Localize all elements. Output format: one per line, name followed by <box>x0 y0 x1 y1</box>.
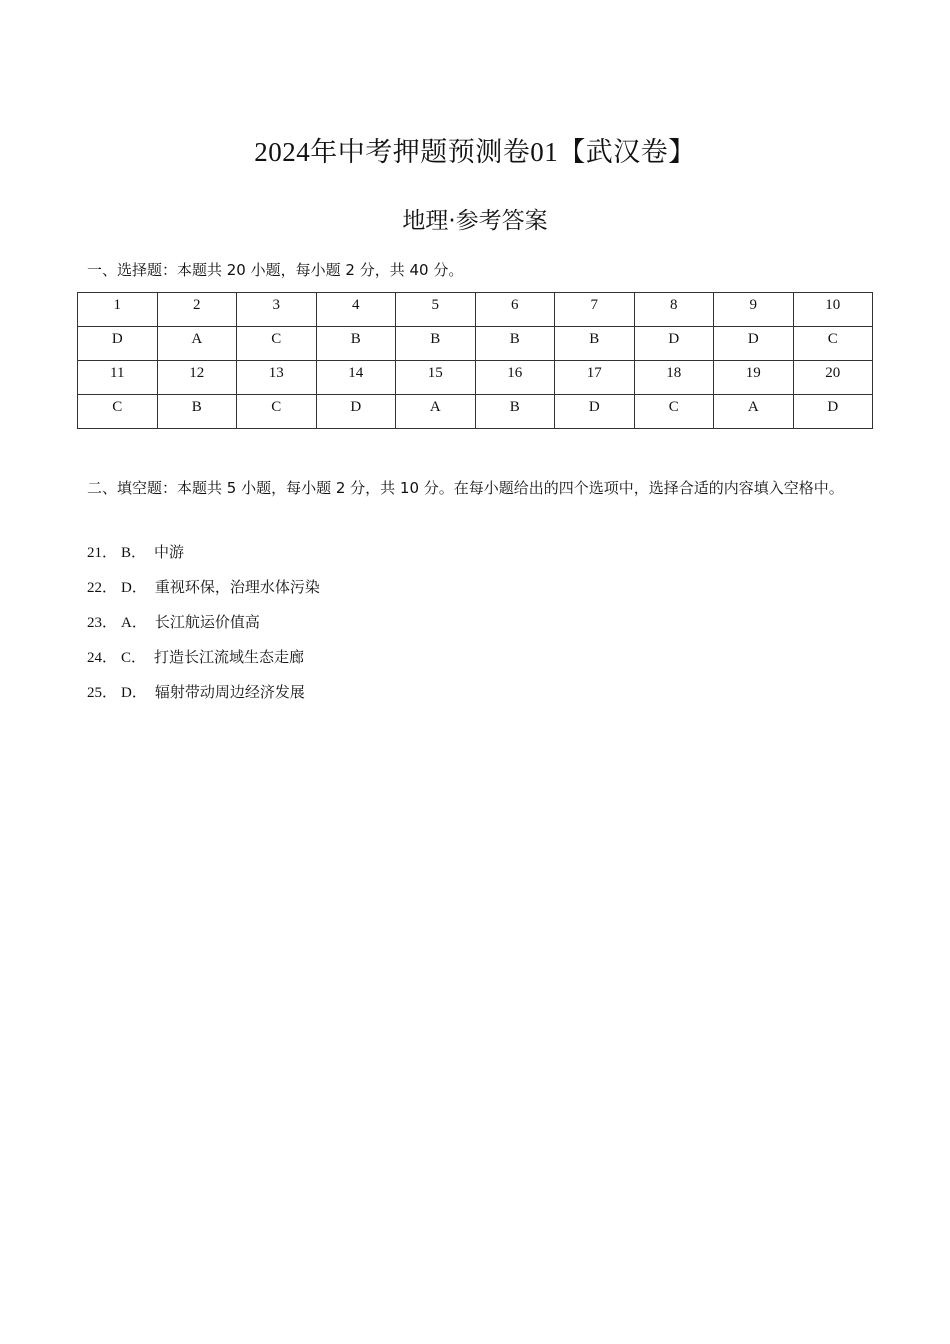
question-number: 23． <box>87 615 118 631</box>
table-cell: 18 <box>634 361 714 395</box>
table-cell: C <box>793 327 873 361</box>
question-number: 21． <box>87 545 118 561</box>
table-cell: C <box>634 395 714 429</box>
table-row <box>78 327 873 361</box>
answer-text: 长江航运价值高 <box>154 615 260 631</box>
page-subtitle: 地理·参考答案 <box>402 208 548 234</box>
table-cell: 8 <box>634 293 714 327</box>
question-number: 25． <box>87 685 118 701</box>
question-number: 24． <box>87 650 118 666</box>
answer-option: B． <box>121 545 147 561</box>
list-item <box>87 543 320 578</box>
table-cell: B <box>316 327 396 361</box>
table-cell: B <box>396 327 476 361</box>
answer-text: 中游 <box>154 545 185 561</box>
table-cell: 2 <box>157 293 237 327</box>
table-cell: D <box>714 327 794 361</box>
list-item <box>87 578 320 613</box>
table-cell: 14 <box>316 361 396 395</box>
list-item <box>87 683 320 718</box>
table-cell: C <box>237 395 317 429</box>
table-cell: 17 <box>555 361 635 395</box>
table-row <box>78 293 873 327</box>
table-row <box>78 395 873 429</box>
table-cell: 5 <box>396 293 476 327</box>
table-cell: 1 <box>78 293 158 327</box>
table-cell: 10 <box>793 293 873 327</box>
table-cell: 4 <box>316 293 396 327</box>
table-cell: D <box>793 395 873 429</box>
table-row <box>78 361 873 395</box>
answer-option: D． <box>121 580 147 596</box>
answer-table <box>77 292 873 429</box>
section-2-heading: 二、填空题：本题共 5 小题，每小题 2 分，共 10 分。在每小题给出的四个选项中，选择合适的内容填入空格中。 <box>87 479 844 497</box>
table-cell: C <box>237 327 317 361</box>
table-cell: D <box>555 395 635 429</box>
list-item <box>87 613 320 648</box>
answer-option: A． <box>121 615 147 631</box>
table-cell: 9 <box>714 293 794 327</box>
table-cell: 12 <box>157 361 237 395</box>
answer-option: D． <box>121 685 147 701</box>
table-cell: C <box>78 395 158 429</box>
table-cell: B <box>475 327 555 361</box>
table-cell: 3 <box>237 293 317 327</box>
table-cell: B <box>157 395 237 429</box>
fill-in-answers <box>87 543 320 718</box>
table-cell: 11 <box>78 361 158 395</box>
table-cell: 20 <box>793 361 873 395</box>
table-cell: D <box>634 327 714 361</box>
list-item <box>87 648 320 683</box>
table-cell: 7 <box>555 293 635 327</box>
answer-text: 重视环保，治理水体污染 <box>154 580 320 596</box>
section-1-heading: 一、选择题：本题共 20 小题，每小题 2 分，共 40 分。 <box>87 261 464 279</box>
table-cell: D <box>78 327 158 361</box>
table-cell: 6 <box>475 293 555 327</box>
page-title: 2024年中考押题预测卷01【武汉卷】 <box>254 137 696 167</box>
table-cell: 13 <box>237 361 317 395</box>
table-cell: A <box>157 327 237 361</box>
table-cell: D <box>316 395 396 429</box>
table-cell: A <box>396 395 476 429</box>
answer-text: 辐射带动周边经济发展 <box>154 685 305 701</box>
table-cell: B <box>475 395 555 429</box>
table-cell: 15 <box>396 361 476 395</box>
answer-text: 打造长江流域生态走廊 <box>154 650 305 666</box>
answer-option: C． <box>121 650 147 666</box>
table-cell: B <box>555 327 635 361</box>
table-cell: 16 <box>475 361 555 395</box>
question-number: 22． <box>87 580 118 596</box>
table-cell: 19 <box>714 361 794 395</box>
table-cell: A <box>714 395 794 429</box>
